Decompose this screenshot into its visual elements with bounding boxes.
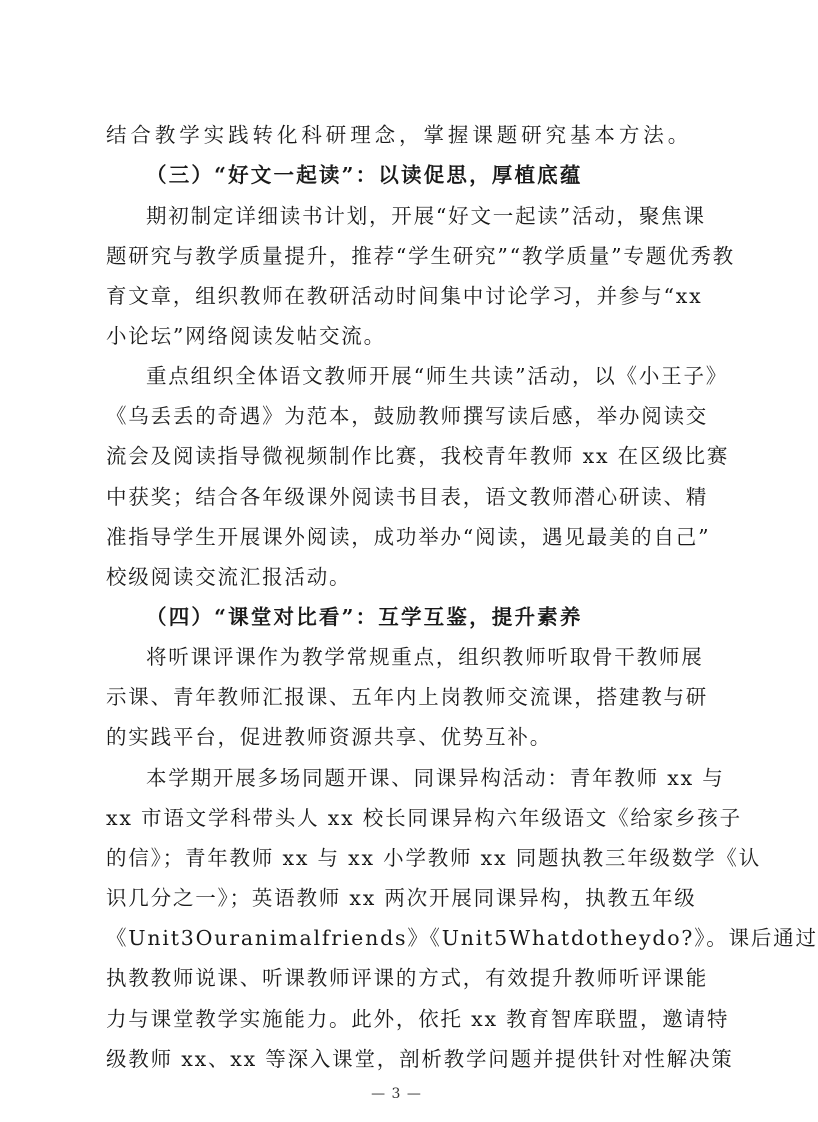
text-line: 校级阅读交流汇报活动。 <box>106 565 352 589</box>
text-line: 重点组织全体语文教师开展“师生共读”活动，以《小王子》 <box>146 364 729 388</box>
text-line: 级教师 xx、xx 等深入课堂，剖析教学问题并提供针对性解决策 <box>106 1047 734 1071</box>
text-line: 期初制定详细读书计划，开展“好文一起读”活动，聚焦课 <box>146 204 706 228</box>
text-line: 流会及阅读指导微视频制作比赛，我校青年教师 xx 在区级比赛 <box>106 444 730 468</box>
text-line: 的实践平台，促进教师资源共享、优势互补。 <box>106 725 552 749</box>
text-line: xx 市语文学科带头人 xx 校长同课异构六年级语文《给家乡孩子 <box>106 806 742 830</box>
section-heading-3: （三）“好文一起读”：以读促思，厚植底蕴 <box>146 163 583 187</box>
text-line: 育文章，组织教师在教研活动时间集中讨论学习，并参与“xx <box>106 284 703 308</box>
text-line: 本学期开展多场同题开课、同课异构活动：青年教师 xx 与 <box>146 766 725 790</box>
text-line: 中获奖；结合各年级课外阅读书目表，语文教师潜心研读、精 <box>106 485 709 509</box>
text-line: 将听课评课作为教学常规重点，组织教师听取骨干教师展 <box>146 645 704 669</box>
text-line: 题研究与教学质量提升，推荐“学生研究”“教学质量”专题优秀教 <box>106 244 735 268</box>
text-line: 《Unit3Ouranimalfriends》《Unit5Whatdotheydo?》。课后通过 <box>106 926 818 950</box>
section-heading-4: （四）“课堂对比看”：互学互鉴，提升素养 <box>146 605 583 629</box>
text-line: 结合教学实践转化科研理念，掌握课题研究基本方法。 <box>106 123 690 147</box>
text-line: 执教教师说课、听课教师评课的方式，有效提升教师听评课能 <box>106 966 709 990</box>
text-line: 小论坛”网络阅读发帖交流。 <box>106 324 386 348</box>
text-line: 力与课堂教学实施能力。此外，依托 xx 教育智库联盟，邀请特 <box>106 1007 730 1031</box>
text-line: 《乌丢丢的奇遇》为范本，鼓励教师撰写读后感，举办阅读交 <box>106 404 709 428</box>
text-line: 的信》；青年教师 xx 与 xx 小学教师 xx 同题执教三年级数学《认 <box>106 846 762 870</box>
text-line: 准指导学生开展课外阅读，成功举办“阅读，遇见最美的自己” <box>106 525 711 549</box>
text-line: 识几分之一》；英语教师 xx 两次开展同课异构，执教五年级 <box>106 886 697 910</box>
text-line: 示课、青年教师汇报课、五年内上岗教师交流课，搭建教与研 <box>106 685 709 709</box>
page-number: — 3 — <box>371 1086 422 1102</box>
